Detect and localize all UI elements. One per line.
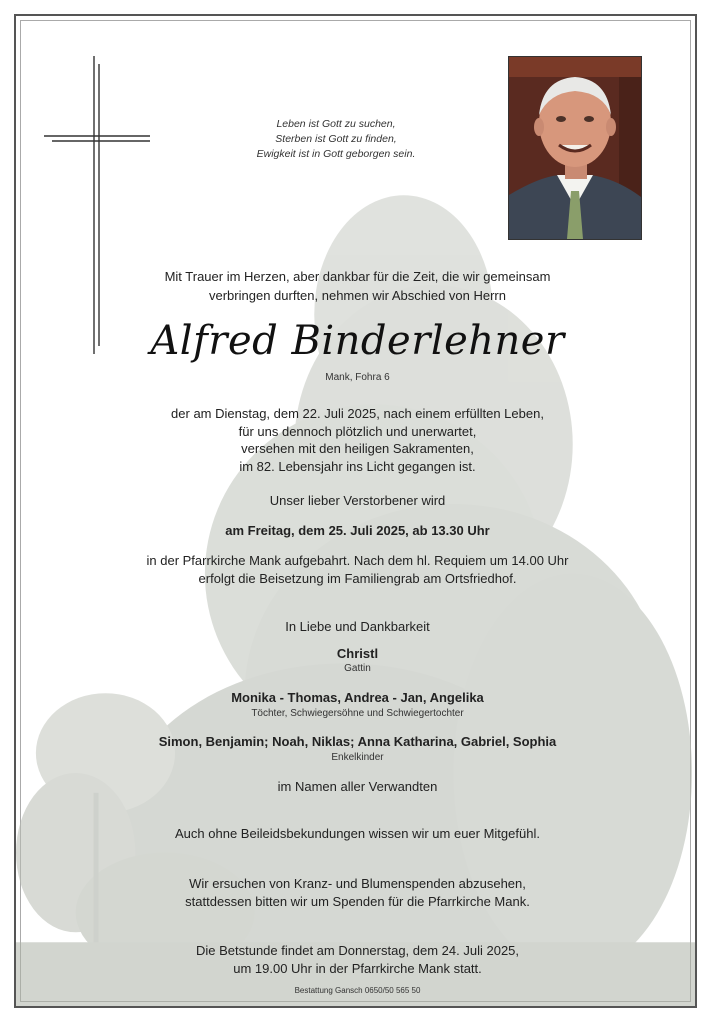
mourners-intro: In Liebe und Dankbarkeit [285, 619, 430, 634]
viewing-line: in der Pfarrkirche Mank aufgebahrt. Nach dem hl. Requiem um 14.00 Uhr [146, 553, 569, 568]
obituary-frame [14, 14, 697, 1008]
deceased-name: Alfred Binderlehner [150, 318, 565, 364]
motto-line: Leben ist Gott zu suchen, [276, 118, 396, 130]
death-line: im 82. Lebensjahr ins Licht gegangen ist. [239, 458, 476, 474]
death-line: versehen mit den heiligen Sakramenten, [241, 441, 474, 456]
viewing-date: am Freitag, dem 25. Juli 2025, ab 13.30 Uhr [225, 523, 490, 538]
donations-note [16, 875, 697, 911]
viewing-intro: Unser lieber Verstorbener wird [269, 493, 446, 508]
donations-line: Wir ersuchen von Kranz- und Blumenspenden abzusehen, [189, 876, 526, 891]
motto-verse [216, 117, 456, 162]
donations-line: stattdessen bitten wir um Spenden für die Pfarrkirche Mank. [185, 894, 530, 909]
mourner-names: Christl [336, 646, 379, 661]
condolences-note: Auch ohne Beileidsbekundungen wissen wir um euer Mitgefühl. [175, 826, 540, 841]
death-line: der am Dienstag, dem 22. Juli 2025, nach einem erfüllten Leben, [171, 406, 544, 421]
viewing-line: erfolgt die Beisetzung im Familiengrab am Ortsfriedhof. [198, 571, 517, 586]
motto-line: Ewigkeit ist in Gott geborgen sein. [256, 148, 416, 160]
intro-line: Mit Trauer im Herzen, aber dankbar für die Zeit, die wir gemeinsam [164, 269, 551, 284]
intro-text [16, 268, 697, 305]
portrait-photo [508, 56, 642, 240]
intro-line: verbringen durften, nehmen wir Abschied von Herrn [209, 287, 506, 303]
motto-line: Sterben ist Gott zu finden, [275, 133, 397, 145]
mourner-role: Gattin [344, 663, 371, 674]
cross-icon [44, 56, 154, 356]
death-notice [16, 405, 697, 475]
undertaker-contact: Bestattung Gansch 0650/50 565 50 [294, 986, 421, 995]
prayer-line: um 19.00 Uhr in der Pfarrkirche Mank statt. [233, 961, 482, 976]
mourner-names: Monika - Thomas, Andrea - Jan, Angelika [231, 690, 484, 705]
death-line: für uns dennoch plötzlich und unerwartet, [238, 423, 477, 439]
prayer-service-note [16, 942, 697, 978]
mourner-role: Enkelkinder [331, 752, 384, 763]
prayer-line: Die Betstunde findet am Donnerstag, dem 24. Juli 2025, [195, 943, 520, 958]
mourner-role: Töchter, Schwiegersöhne und Schwiegertochter [251, 708, 464, 719]
mourner-names: Simon, Benjamin; Noah, Niklas; Anna Katharina, Gabriel, Sophia [158, 734, 557, 749]
mourners-closing: im Namen aller Verwandten [277, 779, 438, 794]
viewing-details [16, 552, 697, 588]
deceased-address: Mank, Fohra 6 [325, 372, 390, 383]
